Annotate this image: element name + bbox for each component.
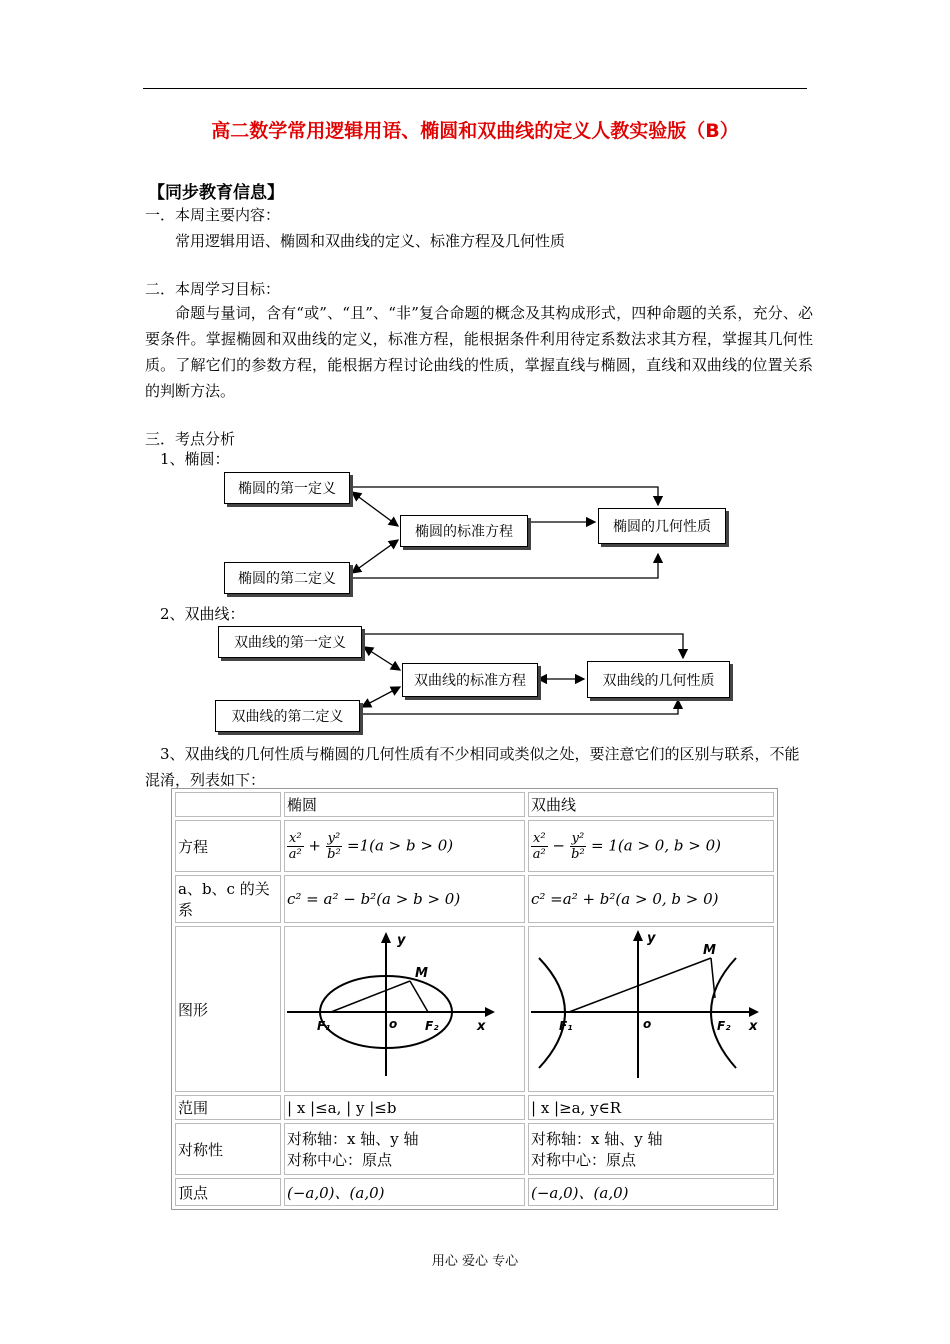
sym-axis-hyper: 对称轴：x 轴、y 轴	[531, 1130, 663, 1148]
hyper-std-box: 双曲线的标准方程	[402, 663, 538, 697]
s2-heading: 二．本周学习目标：	[145, 280, 281, 298]
row-label-abc: a、b、c 的关系	[175, 875, 281, 923]
col-header-hyper: 双曲线	[528, 792, 774, 817]
s1-heading: 一．本周主要内容：	[145, 206, 281, 224]
s2-body: 命题与量词，含有“或”、“且”、“非”复合命题的概念及其构成形式，四种命题的关系，充分、必要条件。掌握椭圆和双曲线的定义，标准方程，能根据条件利用待定系数法求其方程，掌握其几何性质。了解它们的参数方程，能根据方程讨论曲线的性质，掌握直线与椭圆，直线和双曲线的位置关系的判断方法。	[145, 304, 813, 400]
s3-item3: 3、双曲线的几何性质与椭圆的几何性质有不少相同或类似之处，要注意它们的区别与联系，不能混淆，列表如下：	[145, 745, 800, 789]
hyper-figure	[531, 928, 771, 1086]
s1-body: 常用逻辑用语、椭圆和双曲线的定义、标准方程及几何性质	[175, 232, 566, 250]
fig-h-ylabel: y	[647, 931, 656, 946]
fig-h-f1: F₁	[559, 1019, 573, 1033]
col-header-ellipse: 椭圆	[284, 792, 525, 817]
fig-h-xlabel: x	[749, 1019, 758, 1034]
row-label-fig: 图形	[175, 926, 281, 1092]
fig-h-m: M	[703, 943, 716, 958]
row-label-eq: 方程	[175, 820, 281, 872]
fig-h-f2: F₂	[717, 1019, 731, 1033]
row-label-sym: 对称性	[175, 1123, 281, 1175]
sym-center-hyper: 对称中心：原点	[531, 1151, 637, 1169]
vertex-hyper: (−a,0)、(a,0)	[528, 1178, 774, 1206]
comparison-table	[171, 788, 778, 1210]
range-ellipse: | x |≤a, | y |≤b	[284, 1095, 525, 1120]
ellipse-figure-cell	[284, 926, 525, 1092]
fig-e-xlabel: x	[477, 1019, 486, 1034]
eq-hyper: $\frac{\text{x²}}{\text{a²}}$ − $\frac{\text{y²}}{\text{b²}}$ = 1(a > 0, b > 0)	[528, 820, 774, 872]
hyper-geo-box: 双曲线的几何性质	[587, 661, 730, 698]
sym-ellipse	[284, 1123, 525, 1175]
page-title: 高二数学常用逻辑用语、椭圆和双曲线的定义人教实验版（B）	[211, 120, 739, 142]
fig-e-m: M	[415, 966, 428, 981]
ellipse-std-box: 椭圆的标准方程	[400, 515, 528, 547]
eq-ellipse: $\frac{\text{x²}}{\text{a²}}$ + $\frac{\text{y²}}{\text{b²}}$ =1(a > b > 0)	[284, 820, 525, 872]
ellipse-geo-box: 椭圆的几何性质	[598, 508, 726, 544]
fig-e-origin: o	[389, 1017, 398, 1031]
fig-e-ylabel: y	[397, 933, 406, 948]
s3-item2: 2、双曲线：	[160, 605, 245, 623]
range-hyper: | x |≥a, y∈R	[528, 1095, 774, 1120]
hyper-def2-box: 双曲线的第二定义	[215, 700, 360, 732]
vertex-ellipse: (−a,0)、(a,0)	[284, 1178, 525, 1206]
page-footer: 用心 爱心 专心	[431, 1254, 519, 1269]
section-header: 【同步教育信息】	[148, 183, 284, 203]
sym-hyper	[528, 1123, 774, 1175]
row-label-range: 范围	[175, 1095, 281, 1120]
row-label-vertex: 顶点	[175, 1178, 281, 1206]
ellipse-def1-box: 椭圆的第一定义	[224, 472, 350, 504]
ellipse-figure	[287, 928, 522, 1086]
sym-axis-ellipse: 对称轴：x 轴、y 轴	[287, 1130, 419, 1148]
hyper-figure-cell	[528, 926, 774, 1092]
table-corner	[175, 792, 281, 817]
abc-ellipse: c² = a² − b²(a > b > 0)	[284, 875, 525, 923]
sym-center-ellipse: 对称中心：原点	[287, 1151, 393, 1169]
fig-e-f1: F₁	[317, 1019, 331, 1033]
fig-h-origin: o	[643, 1017, 652, 1031]
abc-hyper: c² =a² + b²(a > 0, b > 0)	[528, 875, 774, 923]
s3-heading: 三．考点分析	[145, 430, 236, 448]
s3-item1: 1、椭圆：	[160, 450, 230, 468]
ellipse-def2-box: 椭圆的第二定义	[224, 562, 350, 594]
hyper-def1-box: 双曲线的第一定义	[218, 626, 362, 658]
fig-e-f2: F₂	[425, 1019, 439, 1033]
